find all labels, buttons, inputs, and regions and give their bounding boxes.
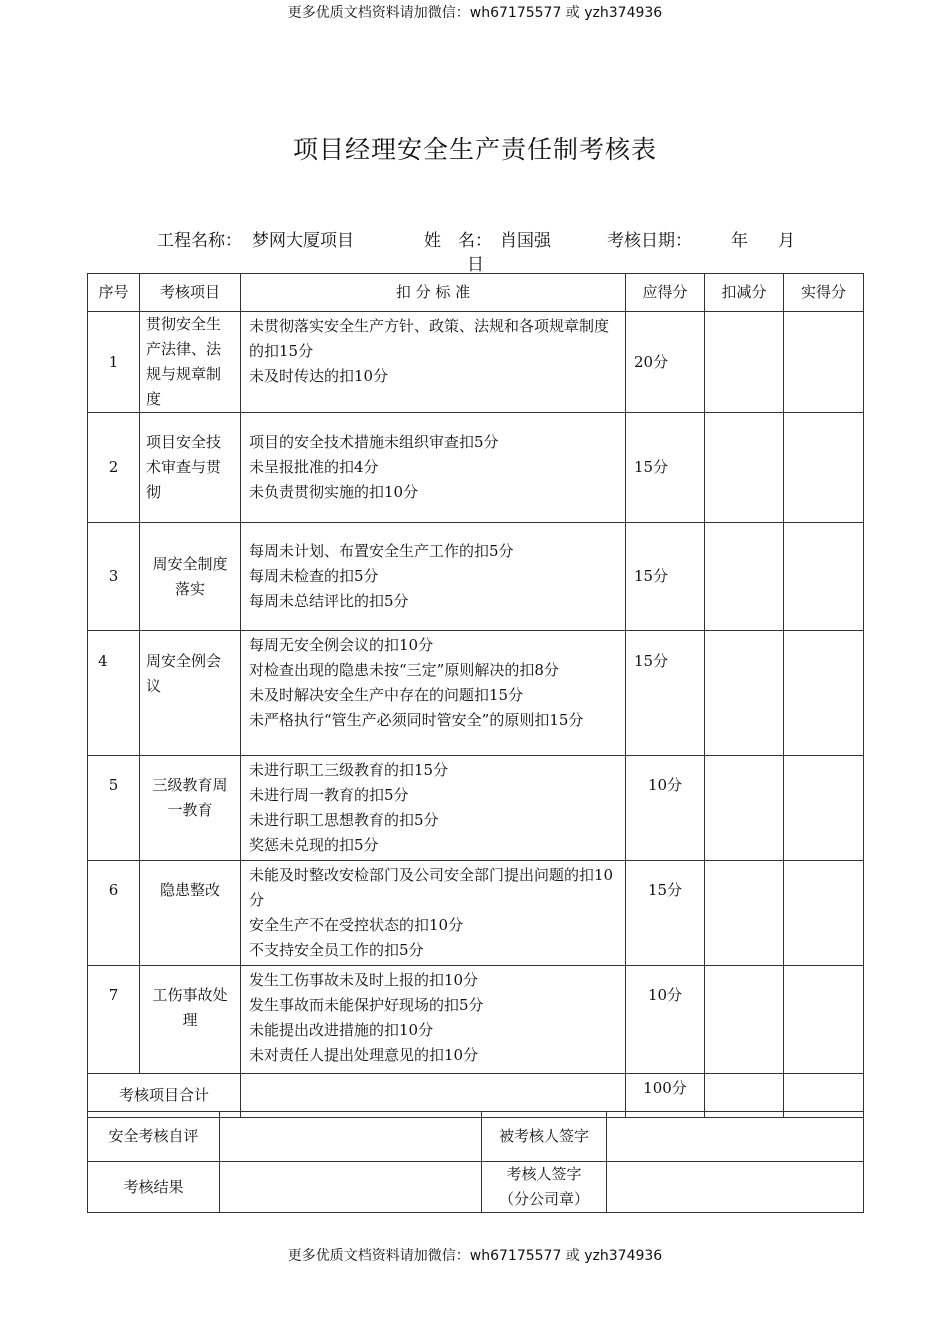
row-no: 3	[88, 523, 140, 631]
row-no: 7	[88, 966, 140, 1074]
assessor-sign-field[interactable]	[607, 1162, 864, 1213]
criteria-line: 每周无安全例会议的扣10分	[249, 636, 434, 654]
signature-table	[87, 1111, 864, 1213]
row-due: 15分	[626, 523, 705, 631]
criteria-line: 每周未总结评比的扣5分	[249, 592, 409, 610]
row-criteria	[241, 966, 626, 1074]
self-eval-label: 安全考核自评	[88, 1112, 220, 1162]
page-title: 项目经理安全生产责任制考核表	[292, 135, 657, 164]
row-deduct	[705, 413, 784, 523]
row-due: 10分	[626, 966, 705, 1074]
row-criteria	[241, 756, 626, 861]
table-row	[88, 966, 864, 1074]
criteria-line: 未进行周一教育的扣5分	[249, 786, 409, 804]
criteria-line: 发生工伤事故未及时上报的扣10分	[249, 971, 479, 989]
row-deduct	[705, 523, 784, 631]
total-due: 100分	[626, 1074, 705, 1118]
row-no: 2	[88, 413, 140, 523]
row-criteria	[241, 861, 626, 966]
criteria-line: 未负责贯彻实施的扣10分	[249, 483, 419, 501]
assessment-table	[87, 273, 864, 1118]
criteria-line: 奖惩未兑现的扣5分	[249, 836, 379, 854]
row-deduct	[705, 966, 784, 1074]
date-label: 考核日期：	[607, 231, 692, 251]
row-no: 6	[88, 861, 140, 966]
year-label: 年	[731, 231, 748, 251]
row-item: 工伤事故处理	[140, 966, 241, 1074]
project-value: 梦网大厦项目	[252, 231, 354, 251]
result-row	[88, 1162, 864, 1213]
result-field[interactable]	[220, 1162, 482, 1213]
row-item: 贯彻安全生产法律、法规与规章制度	[140, 312, 241, 413]
criteria-line: 未能及时整改安检部门及公司安全部门提出问题的扣10分	[249, 866, 614, 909]
table-row	[88, 413, 864, 523]
row-criteria	[241, 523, 626, 631]
criteria-line: 未对责任人提出处理意见的扣10分	[249, 1046, 479, 1064]
criteria-line: 未及时传达的扣10分	[249, 367, 389, 385]
assessor-sign-note: （分公司章）	[498, 1190, 589, 1208]
day-label: 日	[467, 255, 484, 275]
row-due: 15分	[626, 631, 705, 756]
criteria-line: 未及时解决安全生产中存在的问题扣15分	[249, 686, 524, 704]
assessee-sign-label: 被考核人签字	[482, 1112, 607, 1162]
row-due: 10分	[626, 756, 705, 861]
result-label: 考核结果	[88, 1162, 220, 1213]
row-deduct	[705, 861, 784, 966]
criteria-line: 未严格执行“管生产必须同时管安全”的原则扣15分	[249, 711, 584, 729]
row-actual	[784, 861, 864, 966]
header-actual: 实得分	[784, 274, 864, 312]
header-item: 考核项目	[140, 274, 241, 312]
name-value: 肖国强	[500, 231, 551, 251]
row-no: 4	[88, 631, 140, 756]
row-deduct	[705, 756, 784, 861]
assessor-sign-cell	[482, 1162, 607, 1213]
row-item: 隐患整改	[140, 861, 241, 966]
criteria-line: 未能提出改进措施的扣10分	[249, 1021, 434, 1039]
row-actual	[784, 413, 864, 523]
criteria-line: 项目的安全技术措施未组织审查扣5分	[249, 433, 499, 451]
table-row	[88, 631, 864, 756]
assessor-sign-label: 考核人签字	[506, 1165, 582, 1183]
month-label: 月	[778, 231, 795, 251]
self-eval-row	[88, 1112, 864, 1162]
total-label: 考核项目合计	[88, 1074, 241, 1118]
header-due: 应得分	[626, 274, 705, 312]
criteria-line: 安全生产不在受控状态的扣10分	[249, 916, 464, 934]
table-row	[88, 312, 864, 413]
criteria-line: 未进行职工思想教育的扣5分	[249, 811, 439, 829]
criteria-line: 未呈报批准的扣4分	[249, 458, 379, 476]
self-eval-field[interactable]	[220, 1112, 482, 1162]
row-item: 项目安全技术审查与贯彻	[140, 413, 241, 523]
project-label: 工程名称：	[157, 231, 242, 251]
row-deduct	[705, 631, 784, 756]
row-item: 三级教育周一教育	[140, 756, 241, 861]
header-deduct: 扣减分	[705, 274, 784, 312]
row-deduct	[705, 312, 784, 413]
criteria-line: 每周未检查的扣5分	[249, 567, 379, 585]
criteria-line: 未贯彻落实安全生产方针、政策、法规和各项规章制度的扣15分	[249, 317, 610, 360]
criteria-line: 未进行职工三级教育的扣15分	[249, 761, 449, 779]
row-due: 20分	[626, 312, 705, 413]
top-watermark: 更多优质文档资料请加微信：wh67175577 或 yzh374936	[287, 5, 663, 21]
row-actual	[784, 523, 864, 631]
criteria-line: 对检查出现的隐患未按“三定”原则解决的扣8分	[249, 661, 559, 679]
name-label: 姓 名：	[424, 231, 492, 251]
header-criteria: 扣 分 标 准	[241, 274, 626, 312]
row-actual	[784, 631, 864, 756]
criteria-line: 不支持安全员工作的扣5分	[249, 941, 424, 959]
criteria-line: 发生事故而未能保护好现场的扣5分	[249, 996, 484, 1014]
assessee-sign-field[interactable]	[607, 1112, 864, 1162]
row-actual	[784, 756, 864, 861]
criteria-line: 每周未计划、布置安全生产工作的扣5分	[249, 542, 514, 560]
header-no: 序号	[88, 274, 140, 312]
table-row	[88, 861, 864, 966]
row-item: 周安全例会议	[140, 631, 241, 756]
row-actual	[784, 312, 864, 413]
row-criteria	[241, 631, 626, 756]
table-header-row	[88, 274, 864, 312]
row-no: 5	[88, 756, 140, 861]
row-actual	[784, 966, 864, 1074]
row-no: 1	[88, 312, 140, 413]
bottom-watermark: 更多优质文档资料请加微信：wh67175577 或 yzh374936	[287, 1248, 663, 1264]
row-due: 15分	[626, 861, 705, 966]
row-item: 周安全制度落实	[140, 523, 241, 631]
table-row	[88, 523, 864, 631]
table-row	[88, 756, 864, 861]
row-due: 15分	[626, 413, 705, 523]
row-criteria	[241, 312, 626, 413]
row-criteria	[241, 413, 626, 523]
